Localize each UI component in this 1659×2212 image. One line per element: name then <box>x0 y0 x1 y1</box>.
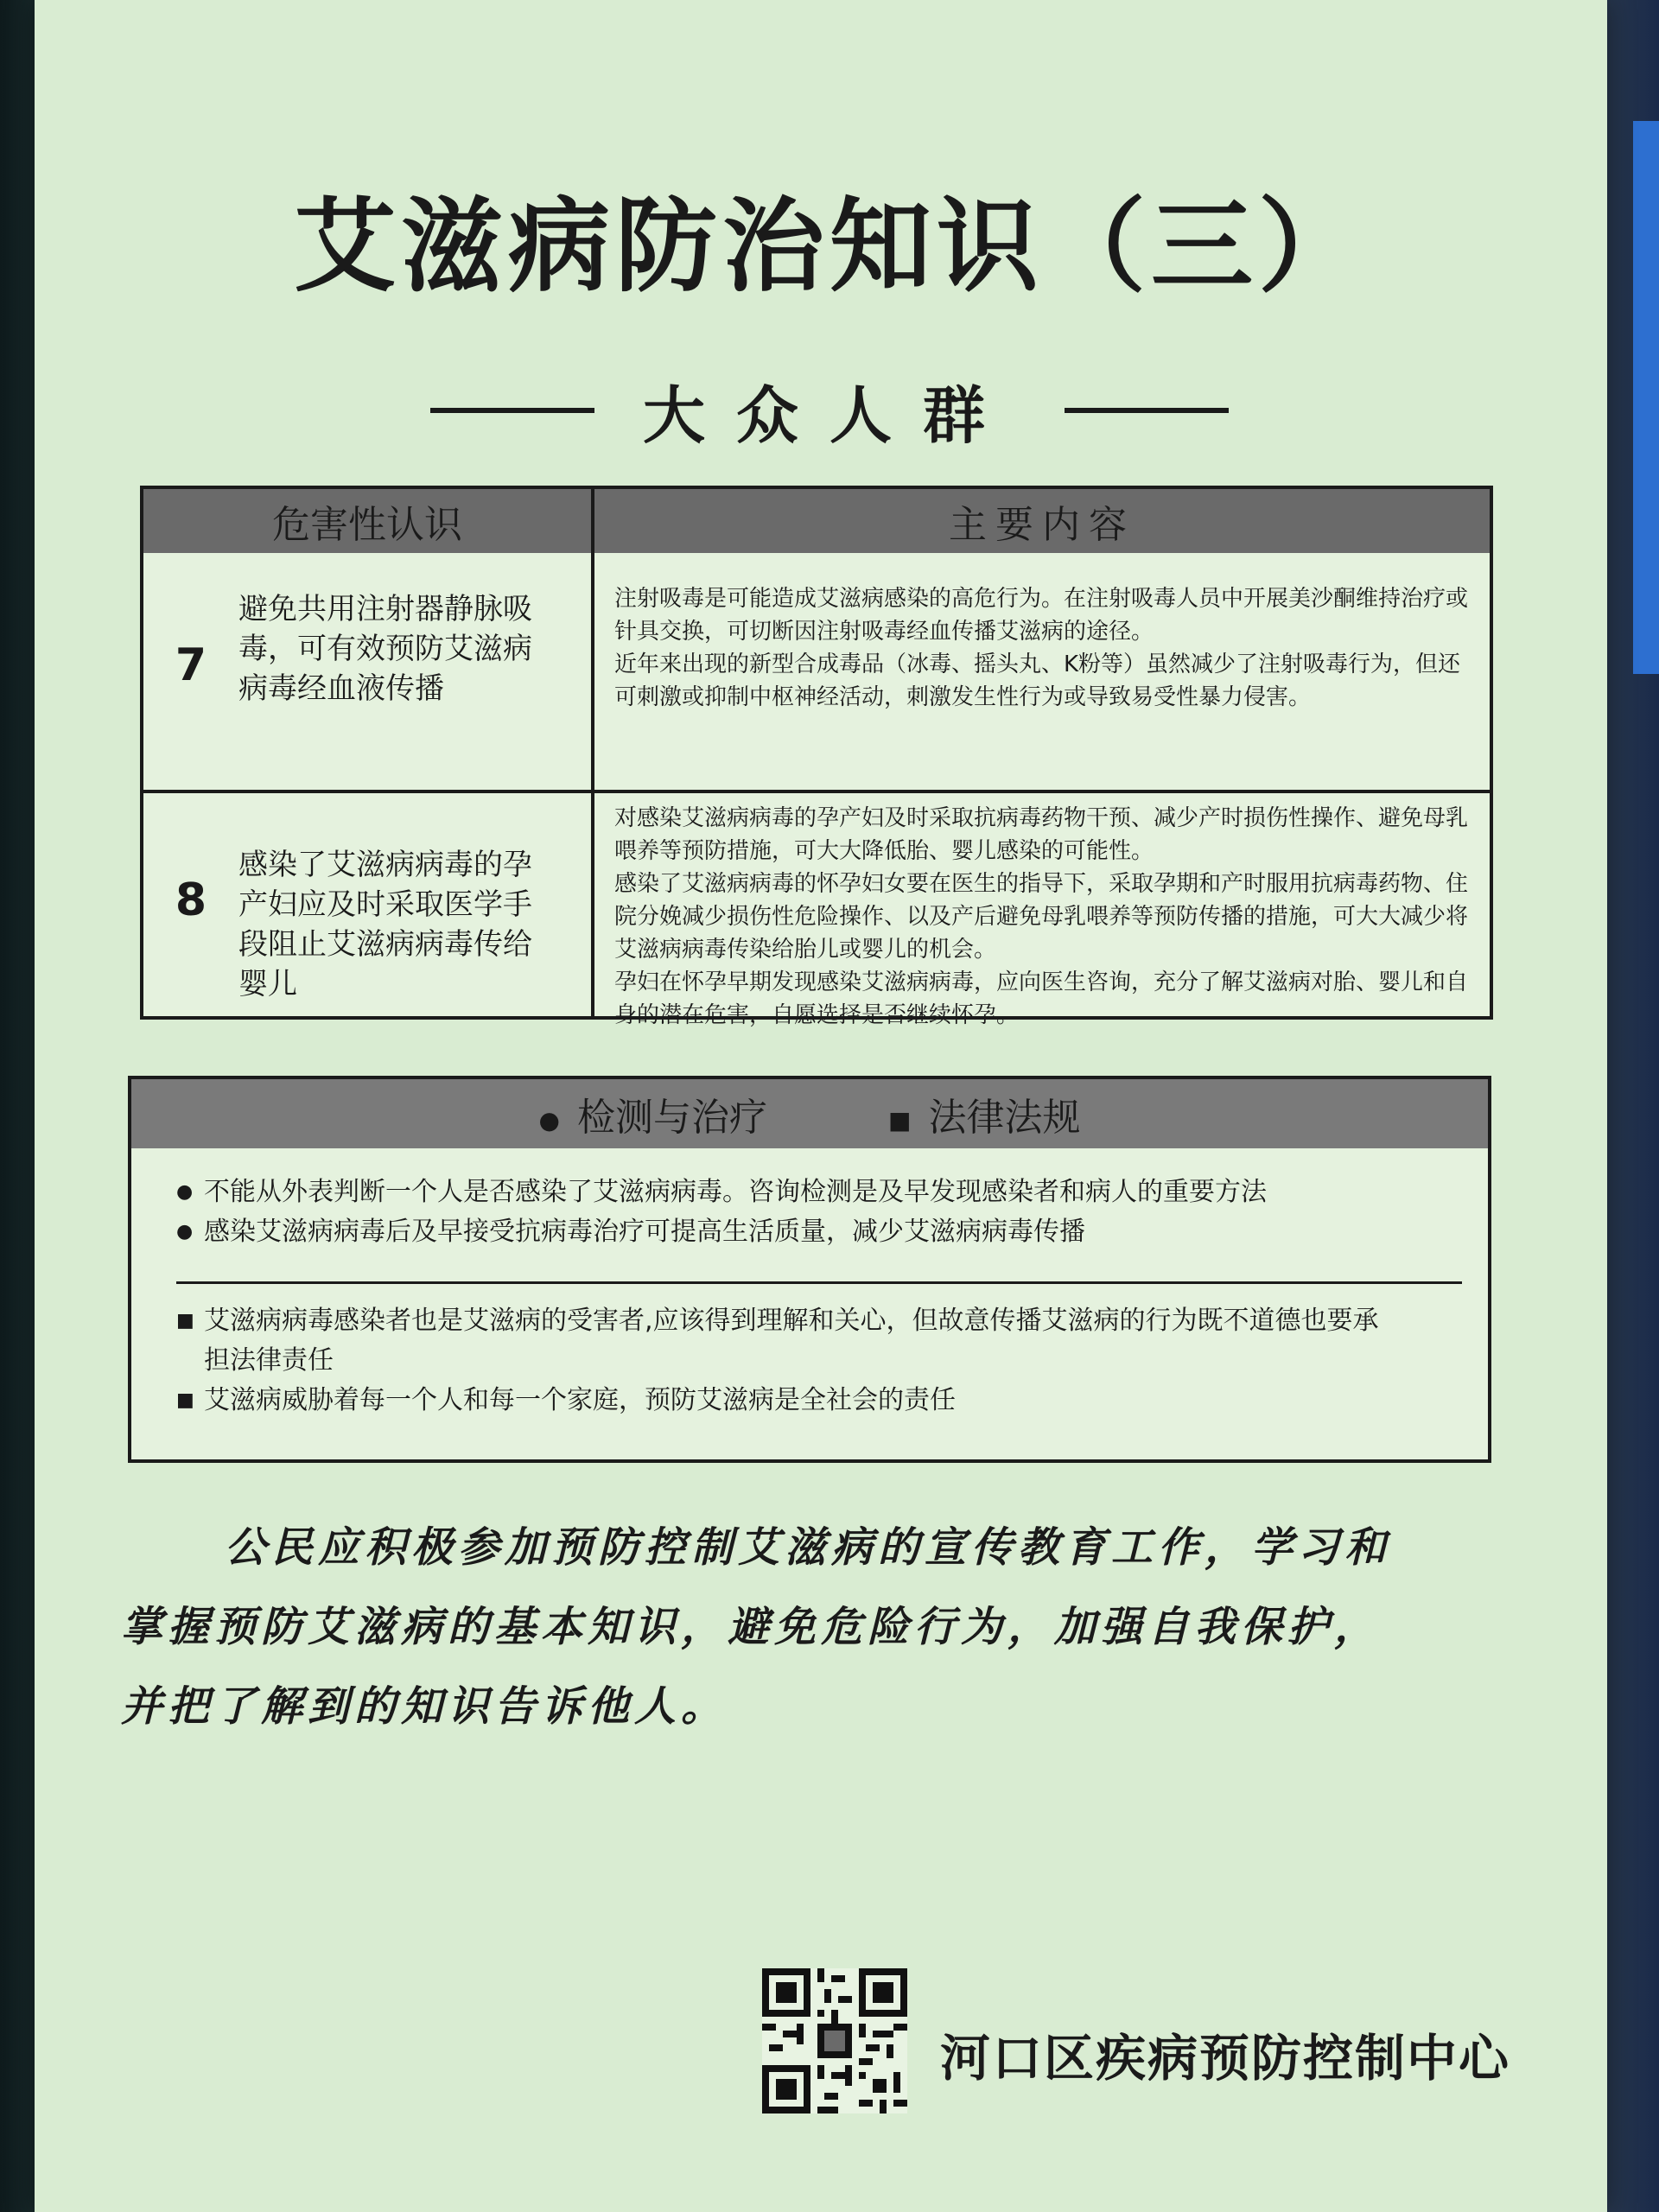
content-paragraph: 近年来出现的新型合成毒品（冰毒、摇头丸、K粉等）虽然减少了注射吸毒行为，但还可刺激或抑制中枢神经活动，刺激发生性行为或导致易受性暴力侵害。 <box>614 652 1461 710</box>
bullet-square-icon: ■ <box>176 1389 194 1411</box>
table-row <box>143 556 1490 793</box>
risk-table <box>140 486 1493 1028</box>
list-item <box>176 1212 1462 1252</box>
section-divider <box>176 1281 1462 1284</box>
content-paragraph: 感染了艾滋病病毒的怀孕妇女要在医生的指导下，采取孕期和产时服用抗病毒药物、住院分娩减少损伤性危险操作、以及产后避免母乳喂养等预防传播的措施，可大大减少将艾滋病病毒传染给胎儿或婴儿的机会。 <box>614 871 1469 963</box>
content-paragraph: 对感染艾滋病病毒的孕产妇及时采取抗病毒药物干预、减少产时损伤性操作、避免母乳喂养等预防措施，可大大降低胎、婴儿感染的可能性。 <box>614 805 1469 864</box>
header-risk-awareness: 危害性认识 <box>272 503 462 547</box>
risk-table-header <box>143 489 1490 553</box>
list-item <box>176 1301 1462 1341</box>
table-row <box>143 793 1490 1028</box>
row-number: 7 <box>175 639 207 691</box>
header-label: 法律法规 <box>928 1096 1081 1140</box>
content-paragraph: 孕妇在怀孕早期发现感染艾滋病病毒，应向医生咨询，充分了解艾滋病对胎、婴儿和自身的潜在危害，自愿选择是否继续怀孕。 <box>614 969 1469 1028</box>
bullet-square-icon: ■ <box>176 1310 194 1332</box>
header-main-content: 主要内容 <box>949 503 1135 547</box>
list-item-continuation: 担法律责任 <box>204 1345 334 1376</box>
row-number: 8 <box>175 874 207 926</box>
paragraph-line: 掌握预防艾滋病的基本知识，避免危险行为，加强自我保护， <box>121 1603 1382 1651</box>
bullet-square-icon: ■ <box>887 1105 912 1135</box>
list-item-text: 艾滋病威胁着每一个人和每一个家庭，预防艾滋病是全社会的责任 <box>204 1385 956 1415</box>
subtitle-rule-right <box>1065 408 1229 413</box>
header-label: 检测与治疗 <box>576 1096 767 1140</box>
content-text <box>614 802 1478 1032</box>
list-item <box>176 1173 1462 1212</box>
qr-code-icon <box>762 1968 907 2113</box>
organization-name: 河口区疾病预防控制中心 <box>940 2029 1511 2088</box>
subtitle: 大众人群 <box>642 379 1016 452</box>
testing-law-body <box>176 1173 1462 1421</box>
testing-law-header <box>131 1079 1488 1148</box>
subtitle-block <box>0 363 1659 458</box>
risk-text: 避免共用注射器静脉吸毒，可有效预防艾滋病病毒经血液传播 <box>238 592 532 706</box>
list-item-text: 感染艾滋病病毒后及早接受抗病毒治疗可提高生活质量，减少艾滋病病毒传播 <box>204 1217 1085 1247</box>
risk-text: 感染了艾滋病病毒的孕产妇应及时采取医学手段阻止艾滋病病毒传给婴儿 <box>238 848 532 1001</box>
content-text <box>614 582 1478 714</box>
header-laws <box>888 1086 1080 1141</box>
paragraph-line: 公民应积极参加预防控制艾滋病的宣传教育工作，学习和 <box>225 1523 1392 1572</box>
bullet-circle-icon: ● <box>176 1181 194 1203</box>
bullet-circle-icon: ● <box>538 1105 560 1135</box>
paragraph-line: 并把了解到的知识告诉他人。 <box>121 1682 728 1731</box>
bullet-circle-icon: ● <box>176 1221 194 1243</box>
header-testing-treatment <box>539 1086 767 1141</box>
list-item <box>176 1381 1462 1421</box>
page-title: 艾滋病防治知识（三） <box>293 186 1365 306</box>
list-item-text: 艾滋病病毒感染者也是艾滋病的受害者,应该得到理解和关心，但故意传播艾滋病的行为既不道德也要承 <box>204 1306 1379 1336</box>
content-paragraph: 注射吸毒是可能造成艾滋病感染的高危行为。在注射吸毒人员中开展美沙酮维持治疗或针具交换，可切断因注射吸毒经血传播艾滋病的途径。 <box>614 586 1469 645</box>
subtitle-rule-left <box>430 408 594 413</box>
testing-law-box <box>128 1076 1491 1463</box>
list-item-text: 不能从外表判断一个人是否感染了艾滋病病毒。咨询检测是及早发现感染者和病人的重要方法 <box>204 1177 1267 1207</box>
closing-paragraph <box>121 1508 1521 1746</box>
